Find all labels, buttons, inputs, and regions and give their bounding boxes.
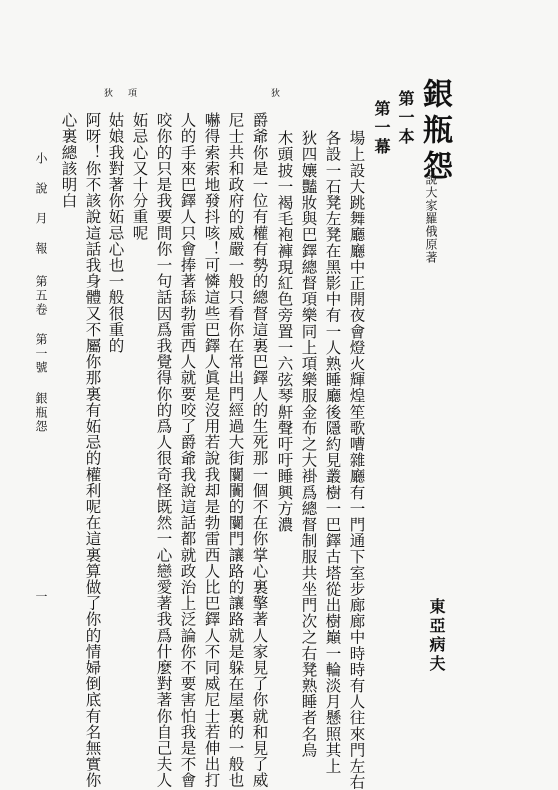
dialogue-line: 爵爺你是一位有權有勢的總督這裏巴鐸人的生死那一個不在你掌心裏擎著人家見了你就和見了威 — [250, 112, 269, 789]
dialogue-line: 尼士共和政府的威嚴一般只看你在常出門經過大街闤闠的闤門讓路的讓路就是躲在屋裏的一般也 — [226, 112, 245, 789]
dialogue-line: 人的手來巴鐸人只會捧著舔勃雷西人就要咬了爵爺我說這話都就政治上泛論你不要害怕我是不會 — [178, 112, 197, 789]
dialogue-line: 咬你的只是我要問你一句話因爲我覺得你的爲人很奇怪既然一心戀愛著我爲什麼對著你自己夫人 — [154, 112, 173, 789]
speaker-label: 狄 — [269, 88, 279, 97]
dialogue-line: 心裏總該明白 — [59, 112, 78, 209]
magazine-name: 小 說 月 報 — [34, 152, 48, 256]
dialogue-line: 嚇得索索地發抖咳！可憐這些巴鐸人眞是沒用若說我却是勃雷西人比巴鐸人不同威尼士若伸出打 — [202, 112, 221, 789]
page-title: 銀瓶怨 — [417, 78, 452, 186]
speaker-label: 狄 — [102, 88, 112, 97]
stage-line: 木頭披一褐毛袍褲現紅色旁置一六弦琴鼾聲吁吁睡興方濃 — [275, 130, 294, 533]
stage-line: 狄四孃豔妝與巴鐸總督項樂同上項樂服金布之大褂爲總督制服共坐門次之右凳熟睡者名烏 — [299, 130, 318, 758]
scene-heading: 第一幕 — [372, 100, 391, 157]
dialogue-line: 阿呀！你不該說這話我身體又不屬你那裏有妬忌的權利呢在這裏算做了你的情婦倒底有名無實你 — [83, 112, 102, 789]
stage-line: 各設一石凳左凳在黑影中有一人熟睡廳後隱約見叢樹一巴鐸古塔從出樹巔一輪淡月懸照其上 — [323, 130, 342, 774]
page-number: 一 — [34, 590, 48, 604]
dialogue-line: 妬忌心又十分重呢 — [130, 112, 149, 241]
section-title: 銀瓶怨 — [34, 392, 48, 434]
stage-line: 場上設大跳舞廳廳中正開夜會燈火輝煌笙歌嘈雜廳有一門通下室步廊廊中時時有人往來門左右 — [347, 130, 366, 790]
subtitle: 小說大家羅俄原著 — [424, 160, 438, 264]
volume: 第五卷 — [34, 275, 48, 317]
issue: 第一號 — [34, 333, 48, 375]
speaker-label: 項 — [126, 88, 136, 97]
dialogue-line: 姑娘我對著你妬忌心也一般很重的 — [106, 112, 125, 354]
act-heading: 第一本 — [396, 90, 415, 147]
translator: 東亞病夫 — [427, 598, 446, 674]
